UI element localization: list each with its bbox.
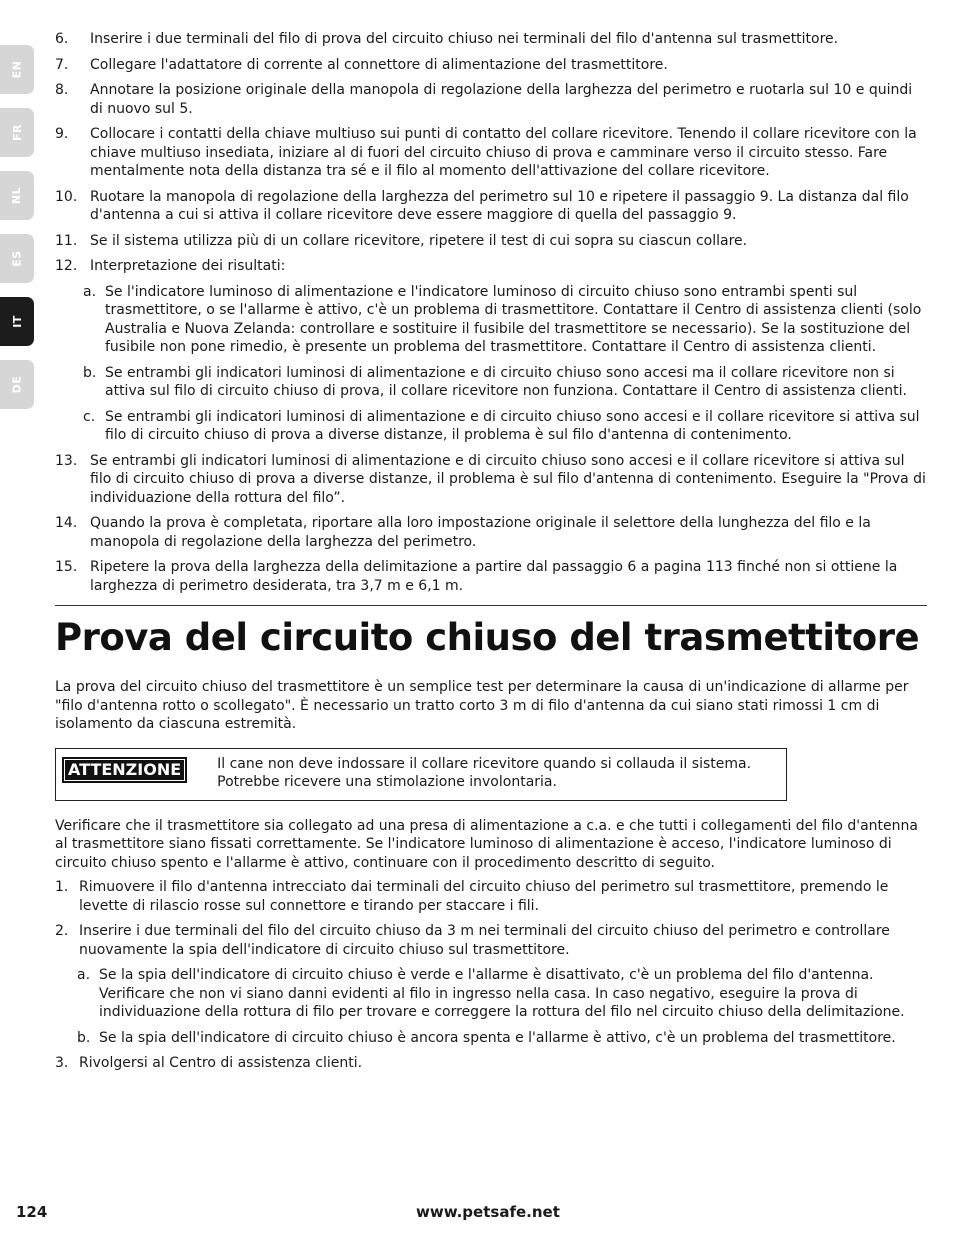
- list-item: [55, 257, 927, 276]
- step-number: 3.: [55, 1055, 69, 1071]
- section-divider: [55, 605, 927, 606]
- section-paragraph: Verificare che il trasmettitore sia collegato ad una presa di alimentazione a c.a. e che tutti i collegamenti del filo d'antenna al trasmettitore siano fissati correttamente. Se l'indicatore luminoso di alimentazione è acceso, l'indicatore luminoso di circuito chiuso spento e l'allarme è attivo, continuare con il procedimento descritto di seguito.: [55, 817, 918, 871]
- list-item: [55, 558, 927, 595]
- warning-text: [217, 755, 751, 792]
- step-number: 12.: [55, 258, 78, 274]
- website-link[interactable]: www.petsafe.net: [416, 1203, 560, 1221]
- warning-line: Potrebbe ricevere una stimolazione involontaria.: [217, 774, 557, 790]
- lang-tab-nl[interactable]: [0, 171, 34, 220]
- list-item: [55, 452, 927, 508]
- warning-box: [55, 748, 787, 801]
- list-item: [55, 232, 927, 251]
- step-text: Collocare i contatti della chiave multiuso sui punti di contatto del collare ricevitore. Tenendo il collare ricevitore con la chiave multiuso insediata, iniziare al di fuori del circuito chiuso di prova e camminare verso il circuito stesso. Fare mentalmente nota della distanza tra sé e il filo al momento dell'attivazione del collare ricevitore.: [90, 126, 917, 179]
- list-item: [83, 364, 927, 401]
- page-number: 124: [16, 1203, 48, 1221]
- step-number: 8.: [55, 82, 69, 98]
- substep-text: Se la spia dell'indicatore di circuito chiuso è verde e l'allarme è disattivato, c'è un problema del filo d'antenna. Verificare che non vi siano danni evidenti al filo in ingresso nella casa. In caso negativo, eseguire la prova di individuazione della rottura di filo per trovare e correggere la rottura del filo nel circuito chiuso della delimitazione.: [99, 967, 905, 1020]
- lang-tab-de[interactable]: [0, 360, 34, 409]
- step-text: Ruotare la manopola di regolazione della larghezza del perimetro sul 10 e ripetere il passaggio 9. La distanza dal filo d'antenna a cui si attiva il collare ricevitore deve essere maggiore di quella del passaggio 9.: [90, 188, 909, 223]
- steps-list-top: [55, 30, 927, 276]
- step-number: 15.: [55, 559, 78, 575]
- list-item: [77, 966, 927, 1022]
- step-text: Rimuovere il filo d'antenna intrecciato dai terminali del circuito chiuso del perimetro sul trasmettitore, premendo le levette di rilascio rosse sul connettore e tirando per staccare i fili.: [79, 879, 889, 914]
- lang-tab-label: EN: [10, 60, 24, 79]
- substep-text: Se la spia dell'indicatore di circuito chiuso è ancora spenta e l'allarme è attivo, c'è un problema del trasmettitore.: [99, 1029, 896, 1046]
- section-title: Prova del circuito chiuso del trasmettitore: [55, 616, 920, 659]
- substep-text: Se entrambi gli indicatori luminosi di alimentazione e di circuito chiuso sono accesi e il collare ricevitore si attiva sul filo di circuito chiuso di prova a diverse distanze, il problema è sul filo d'antenna di contenimento.: [105, 408, 920, 443]
- lang-tab-label: FR: [10, 124, 24, 141]
- list-item: [55, 922, 927, 959]
- list-item: [55, 81, 927, 118]
- substep-letter: b.: [77, 1029, 91, 1046]
- step-text: Interpretazione dei risultati:: [90, 258, 286, 274]
- list-item: [55, 30, 927, 49]
- step-number: 6.: [55, 31, 69, 47]
- list-item: [83, 408, 927, 445]
- substep-letter: a.: [83, 283, 97, 300]
- lang-tab-it[interactable]: [0, 297, 34, 346]
- substep-text: Se entrambi gli indicatori luminosi di alimentazione e di circuito chiuso sono accesi ma il collare ricevitore non si attiva sul filo di circuito chiuso di prova, il collare ricevitore non funziona. Contattare il Centro di assistenza clienti.: [105, 364, 907, 399]
- list-item: [83, 283, 927, 357]
- step-text: Quando la prova è completata, riportare alla loro impostazione originale il selettore della lunghezza del filo e la manopola di regolazione della larghezza del perimetro.: [90, 515, 871, 550]
- substep-text: Se l'indicatore luminoso di alimentazione e l'indicatore luminoso di circuito chiuso sono entrambi spenti sul trasmettitore, o se l'allarme è attivo, c'è un problema di trasmettitore. Contattare il Centro di assistenza clienti (solo Australia e Nuova Zelanda: controllare e sostituire il fusibile del trasmettitore se necessario). Se la sostituzione del fusibile non pone rimedio, è presente un problema del trasmettitore. Contattare il Centro di assistenza clienti.: [105, 283, 922, 355]
- step-text: Inserire i due terminali del filo del circuito chiuso da 3 m nei terminali del circuito chiuso del perimetro e controllare nuovamente la spia dell'indicatore di circuito chiuso sul trasmettitore.: [79, 923, 890, 958]
- step-number: 9.: [55, 126, 69, 142]
- steps-list-top-2: [55, 452, 927, 596]
- lang-tab-es[interactable]: [0, 234, 34, 283]
- step-text: Collegare l'adattatore di corrente al connettore di alimentazione del trasmettitore.: [90, 56, 668, 73]
- procedure-list-end: [55, 1054, 927, 1073]
- page-content: [55, 30, 927, 1080]
- substep-letter: b.: [83, 364, 97, 381]
- step-number: 1.: [55, 879, 69, 895]
- lang-tab-label: DE: [10, 375, 24, 394]
- lang-tab-fr[interactable]: [0, 108, 34, 157]
- step-number: 13.: [55, 452, 78, 469]
- step-number: 14.: [55, 515, 78, 531]
- list-item: [55, 56, 927, 75]
- warning-line: Il cane non deve indossare il collare ricevitore quando si collauda il sistema.: [217, 755, 752, 772]
- list-item: [55, 1054, 927, 1073]
- list-item: [55, 878, 927, 915]
- step-text: Ripetere la prova della larghezza della delimitazione a partire dal passaggio 6 a pagina 113 finché non si ottiene la larghezza di perimetro desiderata, tra 3,7 m e 6,1 m.: [90, 559, 898, 594]
- step-text: Se il sistema utilizza più di un collare ricevitore, ripetere il test di cui sopra su ciascun collare.: [90, 232, 748, 249]
- list-item: [55, 125, 927, 181]
- lang-tab-label: ES: [10, 250, 24, 267]
- lang-tab-label: NL: [10, 186, 24, 205]
- substep-letter: c.: [83, 408, 96, 425]
- step12-sublist: [83, 283, 927, 445]
- step-number: 10.: [55, 188, 78, 205]
- procedure-list: [55, 878, 927, 959]
- lang-tab-en[interactable]: [0, 45, 34, 94]
- step2-sublist: [77, 966, 927, 1047]
- warning-badge: ATTENZIONE: [62, 757, 187, 784]
- substep-letter: a.: [77, 967, 91, 983]
- step-text: Annotare la posizione originale della manopola di regolazione della larghezza del perimetro e ruotarla sul 10 e quindi di nuovo sul 5.: [90, 82, 913, 117]
- step-text: Inserire i due terminali del filo di prova del circuito chiuso nei terminali del filo d'antenna sul trasmettitore.: [90, 31, 839, 47]
- step-number: 7.: [55, 56, 69, 73]
- list-item: [77, 1029, 927, 1048]
- step-number: 2.: [55, 923, 69, 939]
- lang-tab-label: IT: [10, 315, 24, 328]
- section-intro: La prova del circuito chiuso del trasmettitore è un semplice test per determinare la causa di un'indicazione di allarme per "filo d'antenna rotto o scollegato". È necessario un tratto corto 3 m di filo d'antenna da cui siano stati rimossi 1 cm di isolamento da ciascuna estremità.: [55, 679, 909, 732]
- list-item: [55, 188, 927, 225]
- step-text: Se entrambi gli indicatori luminosi di alimentazione e di circuito chiuso sono accesi e il collare ricevitore si attiva sul filo di circuito chiuso di prova a diverse distanze, il problema è sul filo d'antenna di contenimento. Eseguire la "Prova di individuazione della rottura del filo”.: [90, 452, 926, 506]
- list-item: [55, 514, 927, 551]
- step-text: Rivolgersi al Centro di assistenza clienti.: [79, 1055, 363, 1071]
- step-number: 11.: [55, 232, 78, 249]
